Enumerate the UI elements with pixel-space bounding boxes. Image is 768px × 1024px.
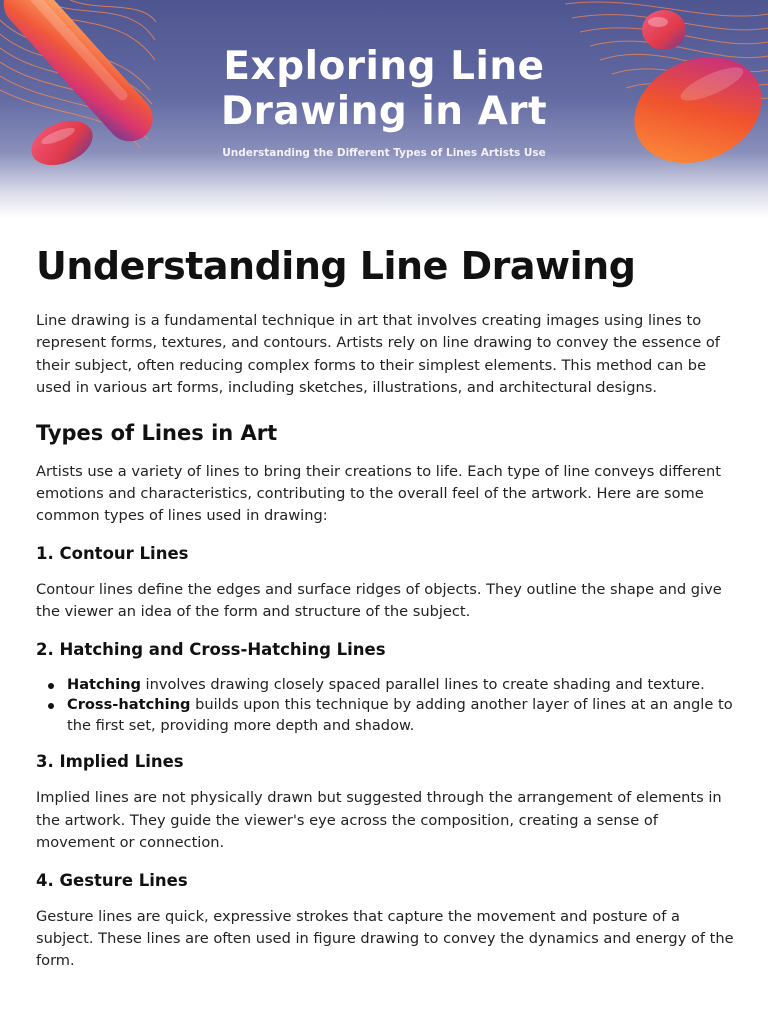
- section-body-gesture: Gesture lines are quick, expressive strokes that capture the movement and posture of a subject. These lines are often used in figure drawing to convey the dynamics and energy of the form.: [36, 907, 734, 970]
- types-heading: Types of Lines in Art: [36, 420, 278, 445]
- banner-subtitle: Understanding the Different Types of Lines Artists Use: [222, 147, 546, 159]
- bullet-icon: [48, 683, 54, 689]
- section-body-implied: Implied lines are not physically drawn but suggested through the arrangement of elements in the artwork. They guide the viewer's eye across the composition, creating a sense of movement or connection.: [36, 789, 722, 852]
- section-heading-implied: 3. Implied Lines: [36, 752, 184, 772]
- header-banner: [0, 0, 768, 218]
- list-item: [67, 695, 736, 736]
- banner-title: [0, 44, 768, 134]
- intro-paragraph: Line drawing is a fundamental technique in art that involves creating images using lines to represent forms, textures, and contours. Artists rely on line drawing to convey the essence of their subject, often reducing complex forms to their simplest elements. This method can be used in various art forms, including sketches, illustrations, and architectural designs.: [36, 312, 720, 397]
- section-heading-contour: 1. Contour Lines: [36, 543, 189, 563]
- banner-title-line-1: Exploring Line: [223, 44, 545, 89]
- section-body-contour: Contour lines define the edges and surface ridges of objects. They outline the shape and give the viewer an idea of the form and structure of the subject.: [36, 580, 722, 621]
- article-body: [36, 240, 736, 973]
- page-title: Understanding Line Drawing: [36, 244, 636, 288]
- list-item-term: Cross-hatching: [67, 696, 191, 714]
- list-item-text: builds upon this technique by adding another layer of lines at an angle to the first set, providing more depth and shadow.: [67, 696, 733, 734]
- section-heading-hatching: 2. Hatching and Cross-Hatching Lines: [36, 639, 386, 659]
- list-item-text: involves drawing closely spaced parallel lines to create shading and texture.: [140, 675, 705, 693]
- bullet-icon: [48, 703, 54, 709]
- types-intro-paragraph: Artists use a variety of lines to bring their creations to life. Each type of line conveys different emotions and characteristics, contributing to the overall feel of the artwork. Here are some common types of lines used in drawing:: [36, 462, 721, 525]
- list-item-term: Hatching: [67, 675, 141, 693]
- banner-title-line-2: Drawing in Art: [220, 89, 548, 134]
- section-heading-gesture: 4. Gesture Lines: [36, 870, 188, 890]
- hatching-list: [36, 675, 736, 737]
- list-item: [67, 675, 736, 696]
